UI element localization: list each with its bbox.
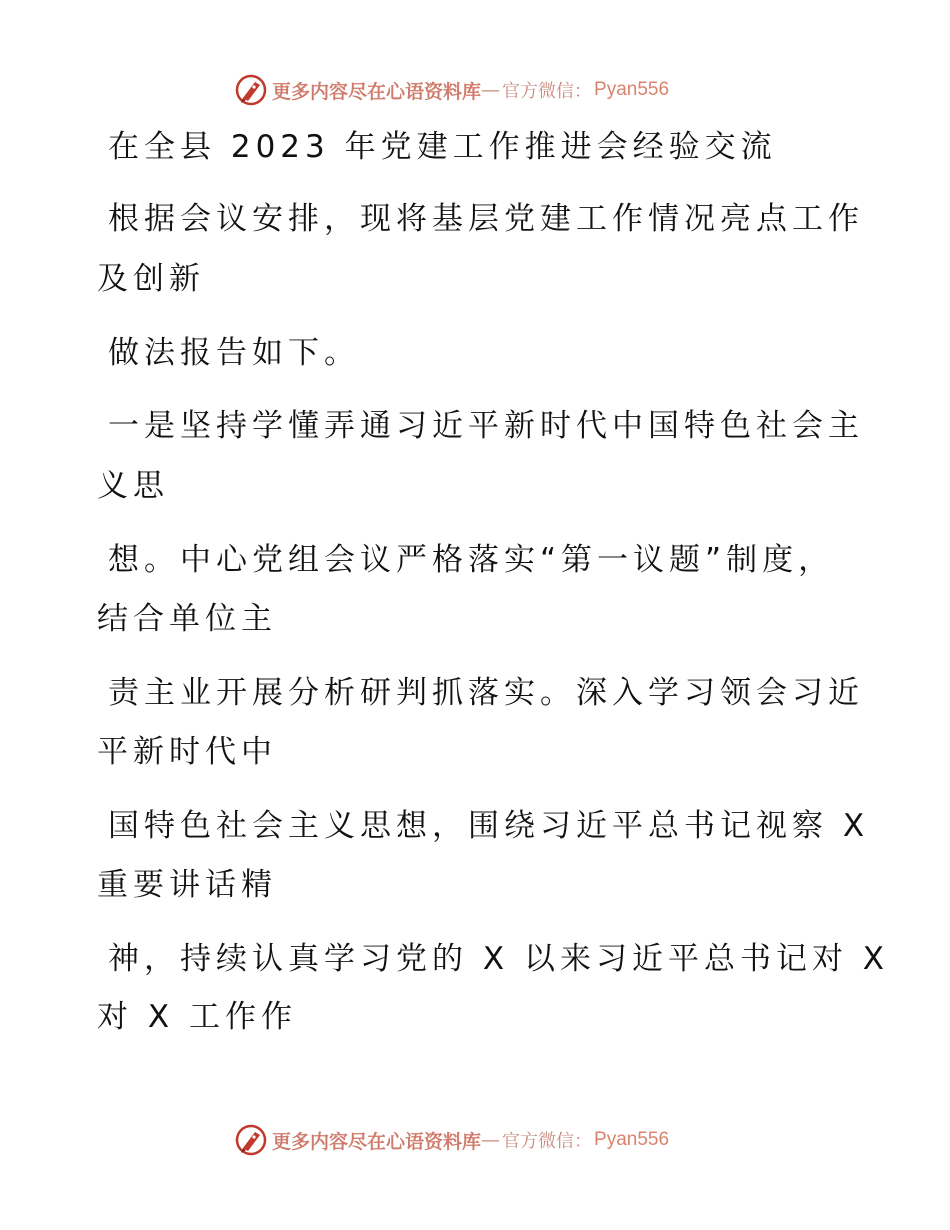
paragraph-line: 根据会议安排，现将基层党建工作情况亮点工作 <box>108 201 864 237</box>
watermark-separator: — <box>481 79 501 101</box>
document-title: 在全县 2023 年党建工作推进会经验交流 <box>108 129 777 165</box>
pen-nib-logo-icon <box>234 1123 268 1157</box>
watermark-wechat-label: 官方微信： <box>502 1131 593 1152</box>
watermark-main-text: 更多内容尽在心语资料库 <box>272 1130 482 1153</box>
paragraph-line: 义思 <box>97 468 169 504</box>
paragraph-line: 平新时代中 <box>97 734 277 770</box>
paragraph-line: 重要讲话精 <box>97 867 277 903</box>
paragraph-line: 责主业开展分析研判抓落实。深入学习领会习近 <box>108 675 864 711</box>
watermark-wechat-label: 官方微信： <box>502 81 593 102</box>
paragraph-line: 结合单位主 <box>97 601 277 637</box>
footer-watermark <box>0 1120 950 1160</box>
header-watermark <box>0 70 950 110</box>
paragraph-line: 想。中心党组会议严格落实“第一议题”制度， <box>108 542 835 578</box>
watermark-wechat-id: Pyan556 <box>594 1129 670 1150</box>
watermark-main-text: 更多内容尽在心语资料库 <box>272 80 482 103</box>
paragraph-line: 神，持续认真学习党的 X 以来习近平总书记对 X <box>108 941 890 977</box>
paragraph-line: 对 X 工作作 <box>97 999 297 1035</box>
paragraph-line: 一是坚持学懂弄通习近平新时代中国特色社会主 <box>108 408 864 444</box>
watermark-separator: — <box>481 1129 501 1151</box>
paragraph-line: 及创新 <box>97 261 205 297</box>
paragraph-line: 国特色社会主义思想，围绕习近平总书记视察 X <box>108 808 870 844</box>
watermark-wechat-id: Pyan556 <box>594 79 670 100</box>
paragraph-line: 做法报告如下。 <box>108 335 360 371</box>
watermark-content <box>234 70 669 110</box>
watermark-content <box>234 1120 669 1160</box>
pen-nib-logo-icon <box>234 73 268 107</box>
